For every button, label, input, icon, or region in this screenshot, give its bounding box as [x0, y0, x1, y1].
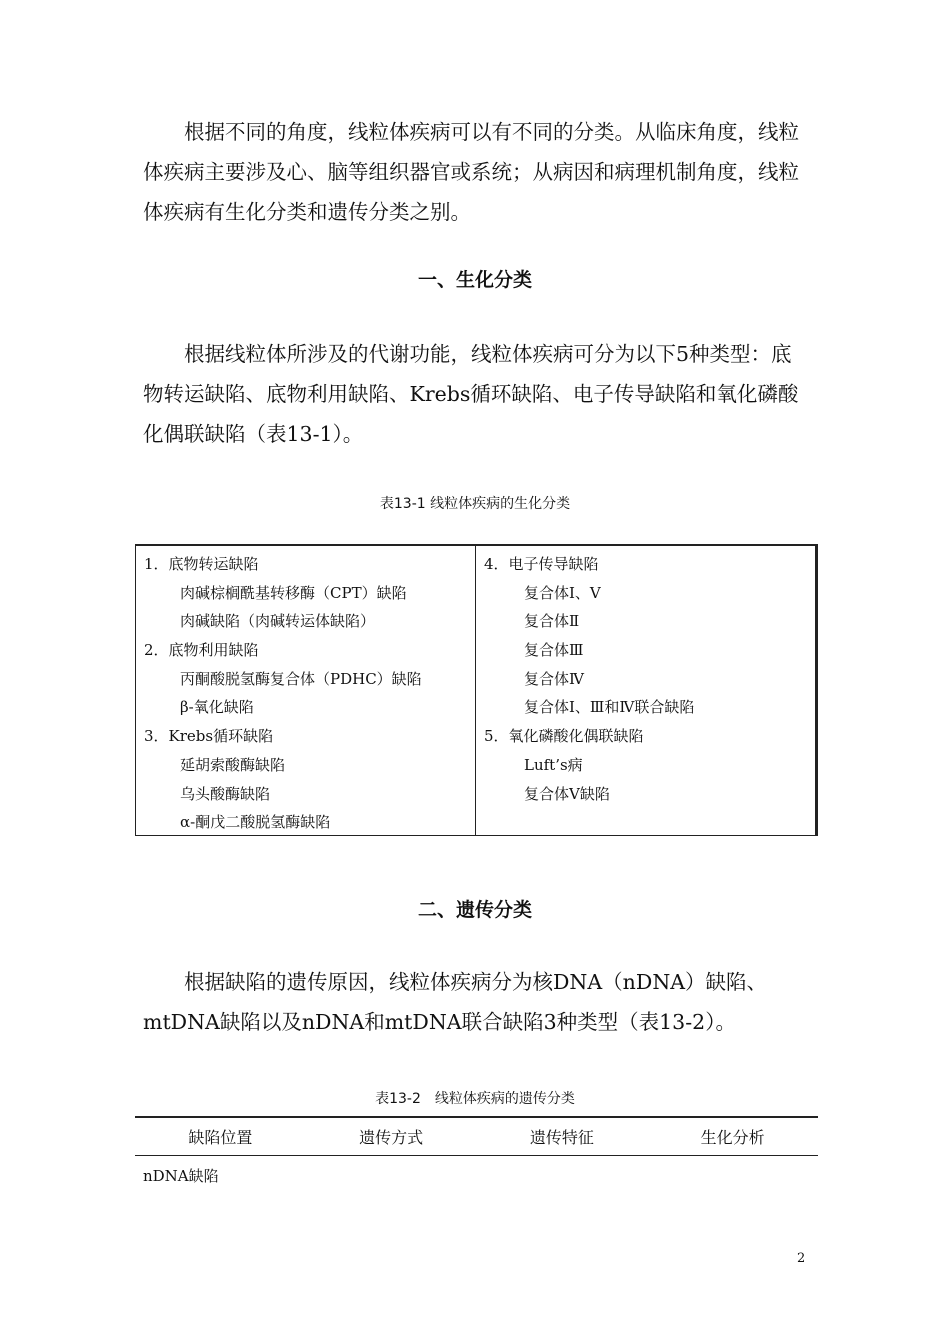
- table1-item: 复合体Ⅴ缺陷: [524, 784, 610, 803]
- table2-header-row: [135, 1122, 818, 1154]
- table1-item: 复合体Ⅰ、Ⅲ和Ⅳ联合缺陷: [524, 698, 695, 717]
- table1: [135, 544, 818, 836]
- table1-category: 5．氧化磷酸化偶联缺陷: [484, 727, 644, 746]
- table2-header-rule: [135, 1155, 818, 1156]
- table1-item: 乌头酸酶缺陷: [180, 784, 271, 803]
- table2-header-cell: 遗传方式: [359, 1128, 424, 1147]
- table1-item: 丙酮酸脱氢酶复合体（PDHC）缺陷: [180, 669, 422, 688]
- table2-caption: 表13-2 线粒体疾病的遗传分类: [375, 1091, 575, 1107]
- table1-item: 肉碱棕榈酰基转移酶（CPT）缺陷: [180, 583, 407, 602]
- table2-header-cell: 遗传特征: [529, 1128, 594, 1147]
- table2-cell: nDNA缺陷: [143, 1167, 219, 1185]
- table1-right-column: [484, 550, 694, 808]
- table2-top-rule: [135, 1116, 818, 1118]
- table1-item: 复合体Ⅱ: [524, 612, 580, 631]
- table1-category: 1．底物转运缺陷: [144, 555, 259, 573]
- section1-heading: 一、生化分类: [417, 269, 532, 291]
- table1-item: 延胡索酸酶缺陷: [180, 755, 286, 774]
- table1-item: α-酮戊二酸脱氢酶缺陷: [180, 813, 331, 832]
- table1-left-column: [144, 550, 422, 837]
- table1-item: 复合体Ⅳ: [524, 669, 584, 688]
- table1-item: Luft’s病: [524, 755, 583, 774]
- table1-item: β-氧化缺陷: [180, 698, 254, 717]
- section2-paragraph: 根据缺陷的遗传原因，线粒体疾病分为核DNA（nDNA）缺陷、mtDNA缺陷以及nDNA和mtDNA联合缺陷3种类型（表13-2）。: [143, 970, 768, 1034]
- table2-header-cell: 生化分析: [700, 1128, 765, 1147]
- table1-item: 肉碱缺陷（肉碱转运体缺陷）: [180, 612, 376, 631]
- page-number: 2: [797, 1251, 806, 1266]
- section1-paragraph: 根据线粒体所涉及的代谢功能，线粒体疾病可分为以下5种类型：底物转运缺陷、底物利用缺陷、Krebs循环缺陷、电子传导缺陷和氧化磷酸化偶联缺陷（表13-1）。: [143, 342, 799, 446]
- intro-paragraph: 根据不同的角度，线粒体疾病可以有不同的分类。从临床角度，线粒体疾病主要涉及心、脑等组织器官或系统；从病因和病理机制角度，线粒体疾病有生化分类和遗传分类之别。: [143, 120, 799, 224]
- table1-caption: 表13-1 线粒体疾病的生化分类: [379, 496, 571, 512]
- table1-category: 2．底物利用缺陷: [144, 641, 259, 660]
- table1-column-divider: [475, 546, 476, 835]
- table1-item: 复合体Ⅲ: [524, 641, 584, 660]
- section2-heading: 二、遗传分类: [417, 899, 532, 921]
- table1-item: 复合体Ⅰ、Ⅴ: [524, 583, 601, 602]
- table2-header-cell: 缺陷位置: [188, 1128, 253, 1147]
- table1-category: 3．Krebs循环缺陷: [144, 727, 274, 746]
- table1-category: 4．电子传导缺陷: [484, 555, 599, 573]
